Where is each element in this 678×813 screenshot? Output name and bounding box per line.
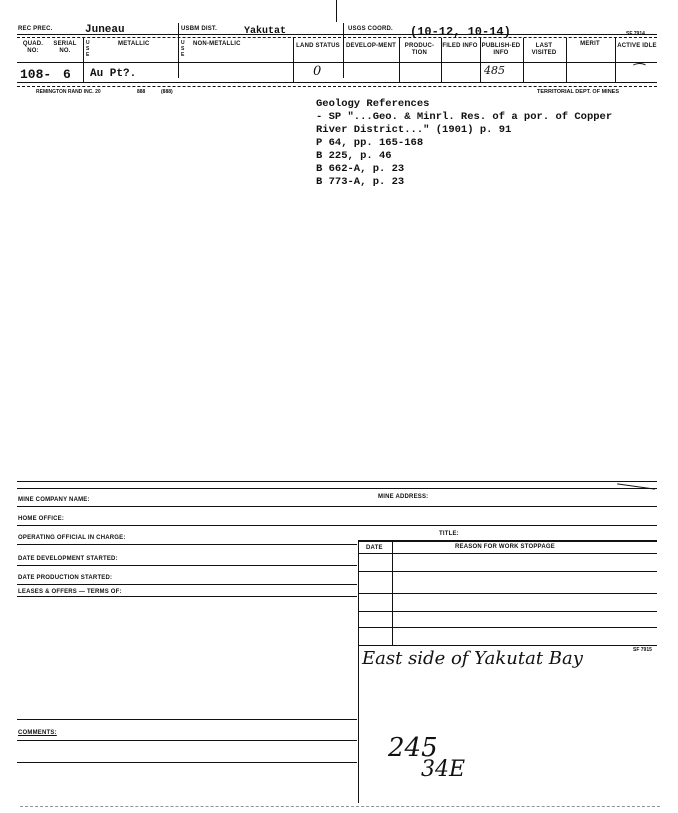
form-rule xyxy=(17,525,657,526)
home-office-label: HOME OFFICE: xyxy=(18,516,65,522)
usbm-dist-value: Yakutat xyxy=(244,26,287,37)
active-idle-mark: ⁀ xyxy=(631,64,643,80)
operating-official-label: OPERATING OFFICIAL IN CHARGE: xyxy=(18,535,126,541)
reason-header: REASON FOR WORK STOPPAGE xyxy=(455,544,555,550)
col-divider xyxy=(615,38,616,82)
quad-no-header: QUAD. NO: xyxy=(22,41,44,54)
mine-company-label: MINE COMPANY NAME: xyxy=(18,497,90,503)
stoppage-left-border xyxy=(358,540,359,803)
filed-info-header: FILED INFO xyxy=(442,43,478,49)
geology-line: B 773-A, p. 23 xyxy=(316,176,405,188)
geology-line: B 225, p. 46 xyxy=(316,150,392,162)
rec-prec-value: Juneau xyxy=(85,24,125,36)
form-rule xyxy=(17,762,357,763)
non-metallic-header: NON-METALLIC xyxy=(193,41,241,47)
printer-code-paren: (888) xyxy=(161,89,173,95)
geology-line: River District..." (1901) p. 91 xyxy=(316,124,512,136)
column-header-bottom xyxy=(17,62,657,63)
development-header: DEVELOP-MENT xyxy=(345,43,397,49)
form-rule xyxy=(17,506,657,507)
lower-form-top-rule xyxy=(17,481,657,482)
form-rule xyxy=(17,584,357,585)
production-header: PRODUC-TION xyxy=(404,43,435,56)
stoppage-row-rule xyxy=(358,571,657,572)
form-number-lower: SF 7915 xyxy=(633,647,652,653)
stoppage-row-rule xyxy=(358,593,657,594)
col-divider xyxy=(83,38,84,82)
stoppage-top-rule xyxy=(358,540,657,542)
printer-code: 888 xyxy=(137,89,146,95)
date-development-label: DATE DEVELOPMENT STARTED: xyxy=(18,556,118,562)
top-divider-mark xyxy=(336,0,337,22)
col-divider xyxy=(293,38,294,82)
geology-title: Geology References xyxy=(316,98,430,110)
stoppage-date-divider xyxy=(392,540,393,645)
comments-label: COMMENTS: xyxy=(18,730,57,736)
usgs-coord-value: (10-12, 10-14) xyxy=(410,25,511,39)
quad-value: 108- xyxy=(20,67,52,82)
land-status-header: LAND STATUS xyxy=(296,43,340,49)
mine-address-label: MINE ADDRESS: xyxy=(378,494,429,500)
col-divider xyxy=(178,23,179,78)
active-idle-header: ACTIVE IDLE xyxy=(617,43,657,49)
form-rule xyxy=(17,544,357,545)
date-header: DATE xyxy=(366,545,383,551)
usgs-coord-label: USGS COORD. xyxy=(348,26,393,32)
published-info-value: 485 xyxy=(484,64,505,77)
leases-label: LEASES & OFFERS — TERMS OF: xyxy=(18,589,122,595)
form-rule xyxy=(17,719,357,720)
serial-no-header: SERIAL NO. xyxy=(53,41,77,54)
scan-artifact-line xyxy=(20,806,660,807)
metallic-value: Au Pt?. xyxy=(90,68,137,80)
geology-line: - SP "...Geo. & Minrl. Res. of a por. of Copper xyxy=(316,111,613,123)
form-number: SF 7914 xyxy=(626,31,645,37)
rec-prec-label: REC PREC. xyxy=(18,26,53,32)
metallic-header: METALLIC xyxy=(118,41,150,47)
record-row-bottom xyxy=(17,82,657,83)
title-label: TITLE: xyxy=(439,531,459,537)
published-info-header: PUBLISH-ED INFO xyxy=(481,43,521,56)
col-divider xyxy=(343,23,344,78)
use-metallic-marker: U S E xyxy=(86,40,90,58)
serial-value: 6 xyxy=(63,67,71,82)
geology-line: P 64, pp. 165-168 xyxy=(316,137,424,149)
handwritten-number: 34E xyxy=(421,757,466,782)
stoppage-row-rule xyxy=(358,645,657,646)
location-note: East side of Yakutat Bay xyxy=(362,648,583,669)
printer-credit: REMINGTON RAND INC. 20 xyxy=(36,89,101,95)
stoppage-row-rule xyxy=(358,611,657,612)
geology-line: B 662-A, p. 23 xyxy=(316,163,405,175)
form-rule xyxy=(17,740,357,741)
last-visited-header: LAST VISITED xyxy=(531,43,557,56)
use-nonmetallic-marker: U S E xyxy=(181,40,185,58)
header-dash-line xyxy=(17,37,657,38)
territorial-dept: TERRITORIAL DEPT. OF MINES xyxy=(537,89,619,95)
land-status-value: 0 xyxy=(313,64,322,79)
date-production-label: DATE PRODUCTION STARTED: xyxy=(18,575,113,581)
stoppage-row-rule xyxy=(358,627,657,628)
lower-form-rule xyxy=(17,488,657,489)
handwritten-number: 245 xyxy=(388,733,438,763)
form-rule xyxy=(17,565,357,566)
record-row-dash xyxy=(17,86,657,87)
merit-header: MERIT xyxy=(580,41,600,47)
stoppage-header-rule xyxy=(358,553,657,554)
usbm-dist-label: USBM DIST. xyxy=(181,26,218,32)
form-rule xyxy=(17,596,357,597)
